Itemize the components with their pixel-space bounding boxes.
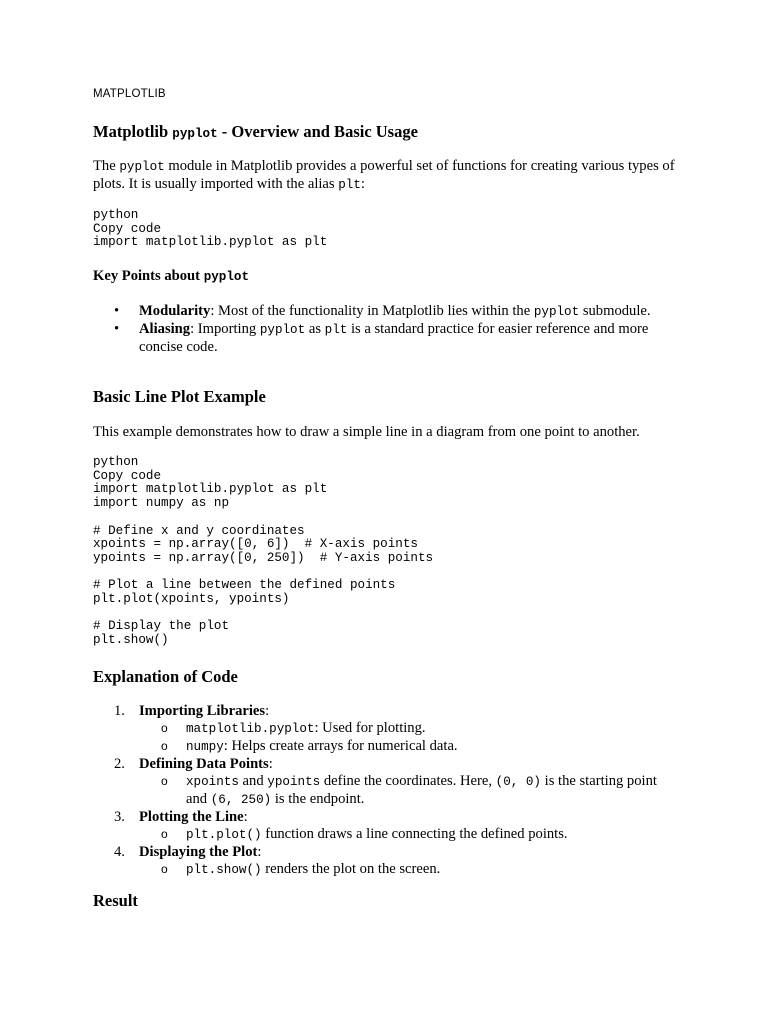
sub-list <box>93 861 673 879</box>
list-item-text: : <box>265 703 270 719</box>
list-item-code: pyplot <box>533 305 580 319</box>
list-item-bold: Aliasing <box>139 321 191 337</box>
circle-bullet-icon: o <box>161 827 168 841</box>
code-block-import: python Copy code import matplotlib.pyplot as plt <box>93 208 328 250</box>
list-item-number: 1. <box>114 703 125 719</box>
list-item-text: is the starting point and <box>186 773 657 807</box>
sub-list <box>93 773 673 809</box>
list-item-text: : Most of the functionality in Matplotlib lies within the <box>210 303 534 319</box>
key-points-heading <box>93 268 249 285</box>
basic-example-description: This example demonstrates how to draw a simple line in a diagram from one point to another. <box>93 424 640 440</box>
sub-list-item <box>93 720 673 738</box>
list-item-text: : <box>257 844 262 860</box>
explanation-heading: Explanation of Code <box>93 667 238 686</box>
list-item-text: as <box>305 321 325 337</box>
list-item-text: : Helps create arrays for numerical data. <box>223 738 458 754</box>
title-text-rest: - Overview and Basic Usage <box>217 122 418 141</box>
list-item-code: plt.show() <box>186 863 262 877</box>
list-item-code: pyplot <box>259 323 306 337</box>
list-item-text: : <box>268 756 273 772</box>
list-item-bold: Modularity <box>139 303 211 319</box>
list-item <box>93 756 673 773</box>
list-item-text: and <box>238 773 268 789</box>
list-item-code: matplotlib.pyplot <box>186 722 315 736</box>
circle-bullet-icon: o <box>161 774 168 788</box>
circle-bullet-icon: o <box>161 739 168 753</box>
key-points-list <box>93 303 673 356</box>
list-item <box>93 321 673 356</box>
page-header-label: MATPLOTLIB <box>93 88 166 100</box>
title-text: Matplotlib <box>93 122 173 141</box>
sub-list <box>93 720 673 756</box>
explanation-list <box>93 703 673 879</box>
result-heading: Result <box>93 891 138 910</box>
list-item <box>93 303 673 321</box>
title-code: pyplot <box>172 127 218 141</box>
list-item <box>93 703 673 720</box>
circle-bullet-icon: o <box>161 721 168 735</box>
list-item-text: submodule. <box>579 303 651 319</box>
basic-example-heading: Basic Line Plot Example <box>93 387 266 406</box>
key-points-heading-code: pyplot <box>203 270 250 284</box>
list-item-bold: Defining Data Points <box>139 756 269 772</box>
circle-bullet-icon: o <box>161 862 168 876</box>
bullet-icon: • <box>114 321 120 337</box>
list-item-code: ypoints <box>267 775 321 789</box>
code-block-example: python Copy code import matplotlib.pyplot as plt import numpy as np # Define x and y coordinates xpoints = np.array([0, 6]) # X-axis points ypoints = np.array([0, 250]) # Y-axis points # Plot a line between the defined points plt.plot(xpoints, ypoints) # Display the plot plt.show() <box>93 455 434 648</box>
page-title <box>93 122 418 142</box>
list-item-text: : Importing <box>190 321 260 337</box>
list-item-number: 3. <box>114 809 125 825</box>
list-item-text: renders the plot on the screen. <box>261 861 441 877</box>
intro-code: pyplot <box>119 160 165 174</box>
sub-list-item <box>93 773 673 809</box>
sub-list <box>93 826 673 844</box>
list-item-text: define the coordinates. Here, <box>320 773 496 789</box>
list-item-code: numpy <box>186 740 224 754</box>
key-points-heading-text: Key Points about <box>93 268 204 284</box>
list-item <box>93 844 673 861</box>
bullet-icon: • <box>114 303 120 319</box>
intro-text: The <box>93 158 120 174</box>
list-item-text: : Used for plotting. <box>314 720 426 736</box>
list-item-code: (6, 250) <box>210 793 272 807</box>
list-item-text: : <box>243 809 248 825</box>
list-item-text: is the endpoint. <box>271 791 365 807</box>
intro-code: plt <box>338 178 361 192</box>
list-item <box>93 809 673 826</box>
list-item-text: is a standard practice for easier reference and more concise code. <box>139 321 649 355</box>
intro-text: module in Matplotlib provides a powerful set of functions for creating various types of plots. It is usually imported with the alias <box>93 158 675 192</box>
sub-list-item <box>93 738 673 756</box>
list-item-number: 2. <box>114 756 125 772</box>
intro-paragraph <box>93 158 683 194</box>
list-item-bold: Displaying the Plot <box>139 844 258 860</box>
list-item-code: xpoints <box>186 775 239 789</box>
sub-list-item <box>93 826 673 844</box>
list-item-code: (0, 0) <box>495 775 541 789</box>
list-item-code: plt <box>324 323 348 337</box>
list-item-text: function draws a line connecting the defined points. <box>261 826 568 842</box>
list-item-bold: Importing Libraries <box>139 703 266 719</box>
list-item-code: plt.plot() <box>186 828 262 842</box>
list-item-number: 4. <box>114 844 125 860</box>
intro-text: : <box>360 176 365 192</box>
sub-list-item <box>93 861 673 879</box>
list-item-bold: Plotting the Line <box>139 809 244 825</box>
